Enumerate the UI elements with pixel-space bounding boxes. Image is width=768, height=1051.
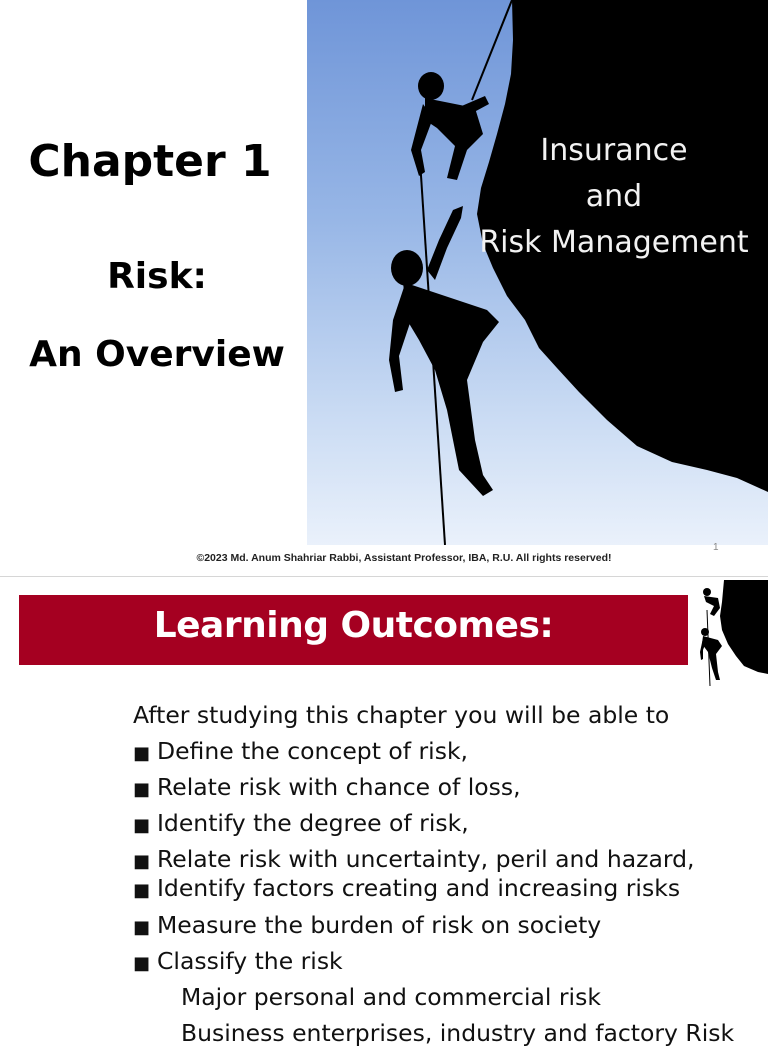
list-item [133,874,768,903]
list-item-text: Relate risk with chance of loss, [157,773,521,801]
climbers-photo [307,0,768,545]
climber-thumbnail [688,580,768,686]
image-title [460,128,768,266]
list-item [133,943,768,979]
sub-list-item: Major personal and commercial risk [181,983,601,1011]
chapter-subtitle-line1: Risk: [107,256,207,297]
list-item [133,907,768,943]
slide-number: 1 [713,542,719,553]
list-item-text: Define the concept of risk, [157,737,469,765]
sub-list [133,979,768,1051]
image-title-line: Risk Management [479,225,749,260]
thumb-climbers [700,588,722,680]
chapter-title: Chapter 1 [28,136,272,187]
bullet-square-icon: ■ [133,779,151,800]
bullet-square-icon: ■ [133,815,151,836]
bullet-square-icon: ■ [133,917,151,938]
list-item [133,733,768,769]
list-item-text: Classify the risk [157,947,343,975]
bullet-square-icon: ■ [133,851,151,872]
bullet-square-icon: ■ [133,743,151,764]
learning-outcomes-body [133,697,768,1051]
sub-list-item: Business enterprises, industry and factory Risk [181,1019,735,1047]
slide-title: Learning Outcomes: [153,605,554,646]
image-title-line: and [585,179,643,214]
list-item-text: Identify the degree of risk, [157,809,469,837]
list-item-text: Relate risk with uncertainty, peril and hazard, [157,845,695,873]
list-item-text: Identify factors creating and increasing risks [157,874,681,902]
intro-text: After studying this chapter you will be able to [133,701,670,729]
list-item [133,769,768,805]
bullet-square-icon: ■ [133,880,151,901]
bullet-square-icon: ■ [133,953,151,974]
copyright-notice: ©2023 Md. Anum Shahriar Rabbi, Assistant Professor, IBA, R.U. All rights reserved! [196,552,612,564]
rope-upper [472,0,512,100]
list-item-text: Measure the burden of risk on society [157,911,602,939]
list-item [133,805,768,841]
cliff-silhouette [307,0,768,545]
title-banner [19,595,688,665]
list-item [133,845,768,874]
chapter-subtitle-line2: An Overview [29,334,285,375]
slide-divider [0,576,768,577]
image-title-line: Insurance [540,133,688,168]
outcomes-list [133,733,768,979]
thumb-cliff [720,580,768,674]
